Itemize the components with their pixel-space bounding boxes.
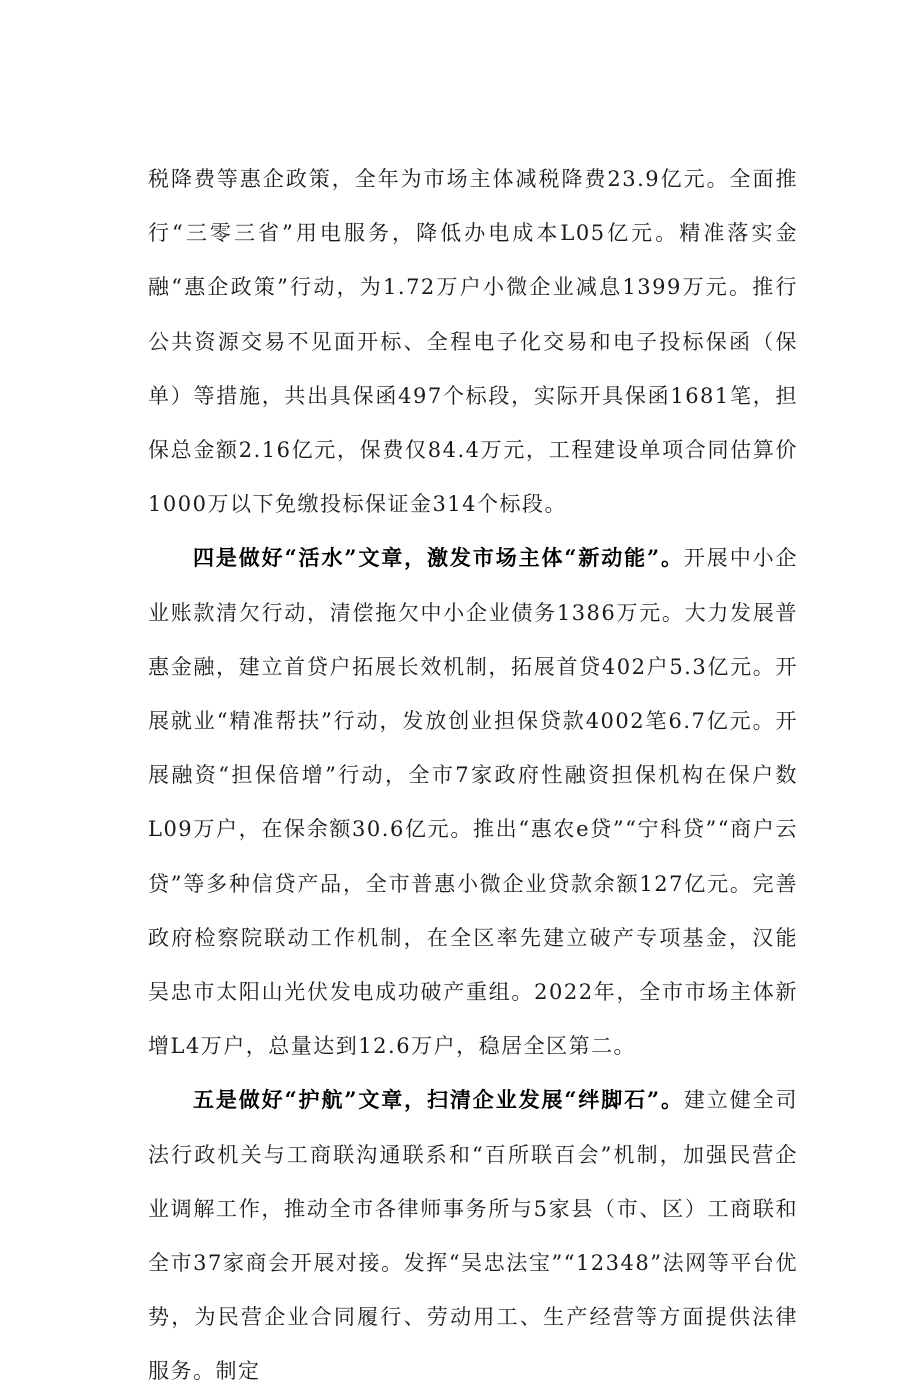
- paragraph-escort: [148, 1073, 798, 1398]
- paragraph-text: 开展中小企业账款清欠行动，清偿拖欠中小企业债务1386万元。大力发展普惠金融，建立首贷户拓展长效机制，拓展首贷402户5.3亿元。开展就业“精准帮扶”行动，发放创业担保贷款4002笔6.7亿元。开展融资“担保倍增”行动，全市7家政府性融资担保机构在保户数L09万户，在保余额30.6亿元。推出“惠农e贷”“宁科贷”“商户云贷”等多种信贷产品，全市普惠小微企业贷款余额127亿元。完善政府检察院联动工作机制，在全区率先建立破产专项基金，汉能吴忠市太阳山光伏发电成功破产重组。2022年，全市市场主体新增L4万户，总量达到12.6万户，稳居全区第二。: [148, 546, 798, 1059]
- document-body: [148, 152, 798, 1399]
- paragraph-tax-reduction: [148, 152, 798, 531]
- paragraph-lead-heading: 五是做好“护航”文章，扫清企业发展“绊脚石”。: [193, 1087, 684, 1113]
- paragraph-living-water: [148, 531, 798, 1073]
- paragraph-text: 税降费等惠企政策，全年为市场主体减税降费23.9亿元。全面推行“三零三省”用电服务，降低办电成本L05亿元。精准落实金融“惠企政策”行动，为1.72万户小微企业减息1399万元。推行公共资源交易不见面开标、全程电子化交易和电子投标保函（保单）等措施，共出具保函497个标段，实际开具保函1681笔，担保总金额2.16亿元，保费仅84.4万元，工程建设单项合同估算价1000万以下免缴投标保证金314个标段。: [148, 167, 798, 517]
- paragraph-lead-heading: 四是做好“活水”文章，激发市场主体“新动能”。: [193, 545, 684, 571]
- paragraph-text: 建立健全司法行政机关与工商联沟通联系和“百所联百会”机制，加强民营企业调解工作，推动全市各律师事务所与5家县（市、区）工商联和全市37家商会开展对接。发挥“吴忠法宝”“12348”法网等平台优势，为民营企业合同履行、劳动用工、生产经营等方面提供法律服务。制定: [148, 1088, 798, 1384]
